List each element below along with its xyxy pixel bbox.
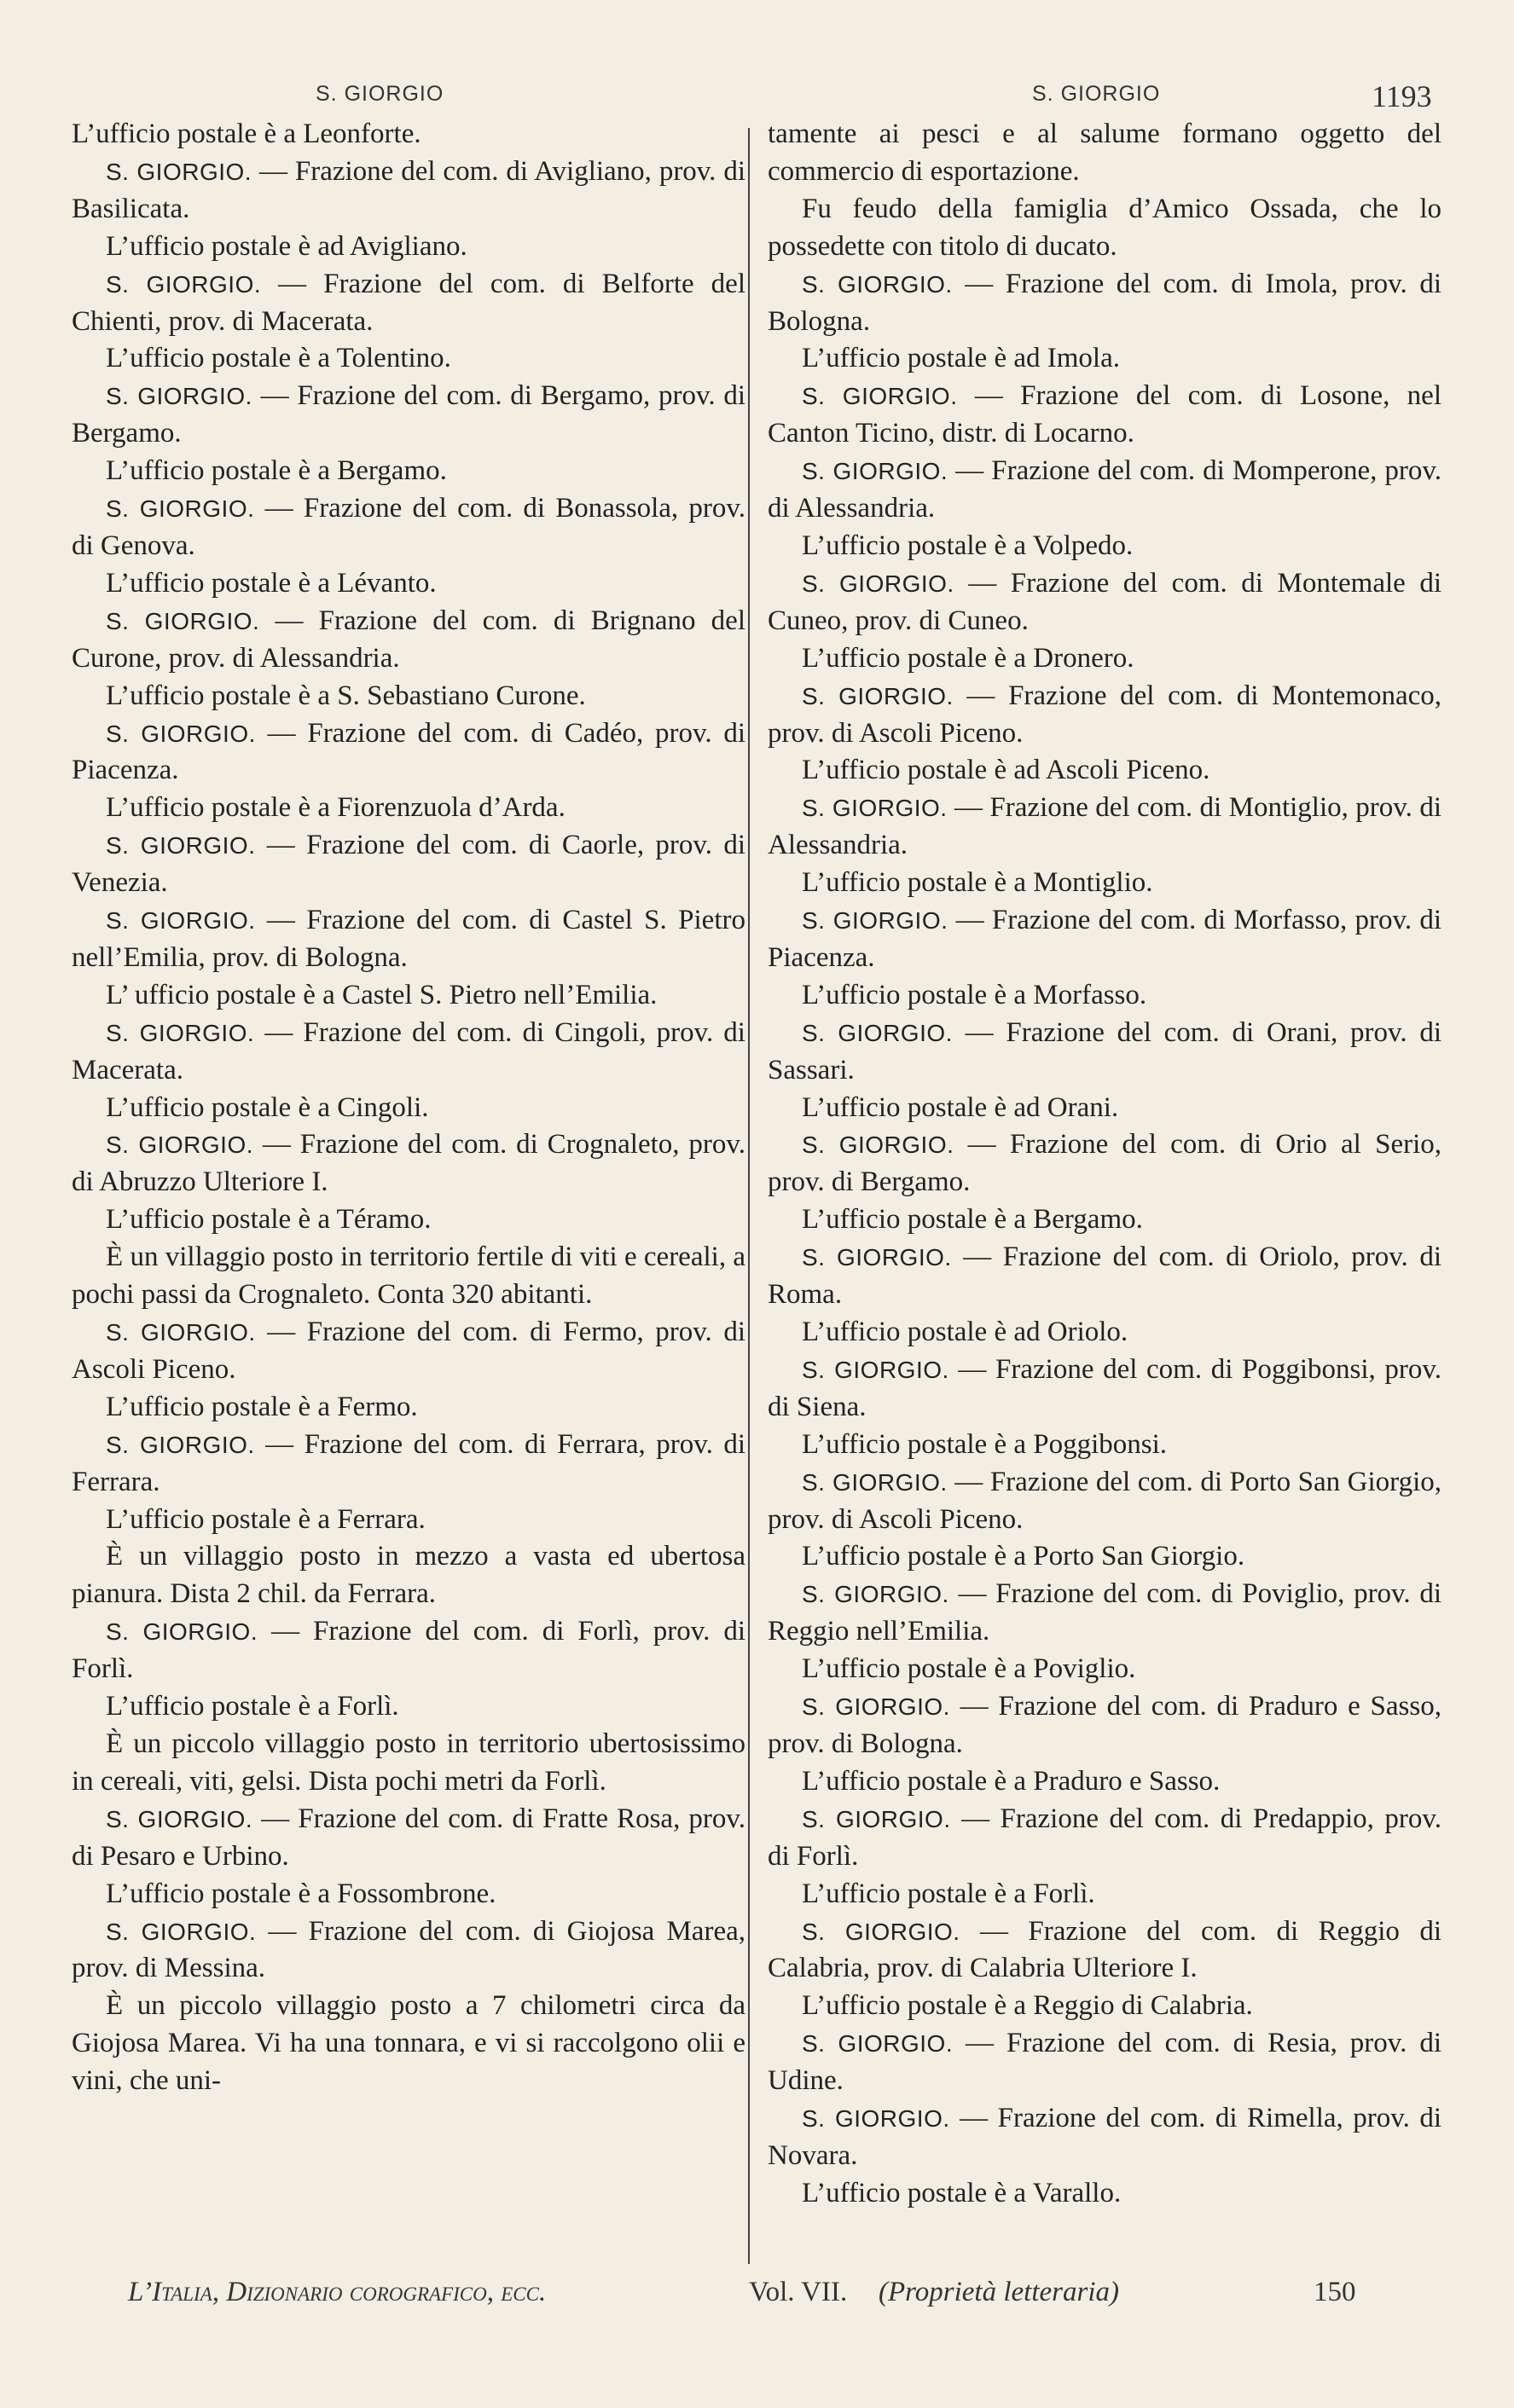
entry-keyword: S. GIORGIO. xyxy=(802,383,958,410)
left-column xyxy=(72,116,745,2268)
entry-keyword: S. GIORGIO. xyxy=(802,1693,950,1721)
entry-paragraph xyxy=(768,865,1441,902)
entry-keyword: S. GIORGIO. xyxy=(802,1581,949,1608)
entry-keyword: S. GIORGIO. xyxy=(106,1918,257,1945)
entry-paragraph xyxy=(72,1239,745,1314)
entry-keyword: S. GIORGIO. xyxy=(802,2105,950,2133)
entry-text: — Frazione del com. di Brignano del Curone, prov. di Alessandria. xyxy=(72,605,745,674)
entry-keyword: S. GIORGIO. xyxy=(802,1356,949,1383)
entry-keyword: S. GIORGIO. xyxy=(106,832,256,860)
running-head-right: S. GIORGIO xyxy=(1032,82,1161,106)
entry-paragraph xyxy=(72,1126,745,1201)
entry-text: — Frazione del com. di Poviglio, prov. di Reggio nell’Emilia. xyxy=(768,1578,1441,1647)
entry-text: — Frazione del com. di Castel S. Pietro nell’Emilia, prov. di Bologna. xyxy=(72,905,745,973)
entry-paragraph xyxy=(72,678,745,715)
entry-text: — Frazione del com. di Fermo, prov. di Ascoli Piceno. xyxy=(72,1317,745,1385)
entry-paragraph xyxy=(72,153,745,229)
entry-paragraph xyxy=(72,1090,745,1127)
entry-paragraph xyxy=(768,565,1441,640)
entry-paragraph xyxy=(768,977,1441,1015)
entry-text: L’ufficio postale è a Poviglio. xyxy=(802,1653,1136,1685)
entry-text: L’ufficio postale è a Téramo. xyxy=(106,1204,432,1236)
entry-text: — Frazione del com. di Predappio, prov. di Forlì. xyxy=(768,1803,1441,1872)
entry-keyword: S. GIORGIO. xyxy=(106,907,256,935)
entry-paragraph xyxy=(768,2025,1441,2100)
entry-text: L’ufficio postale è a Reggio di Calabria. xyxy=(802,1990,1253,2022)
entry-text: — Frazione del com. di Cadéo, prov. di Piacenza. xyxy=(72,717,745,786)
entry-text: — Frazione del com. di Rimella, prov. di Novara. xyxy=(768,2103,1441,2171)
entry-paragraph xyxy=(72,977,745,1015)
entry-text: L’ufficio postale è a Poggibonsi. xyxy=(802,1428,1168,1460)
entry-paragraph xyxy=(72,378,745,453)
entry-keyword: S. GIORGIO. xyxy=(802,1805,951,1832)
entry-text: L’ufficio postale è ad Imola. xyxy=(802,343,1120,374)
entry-text: — Frazione del com. di Porto San Giorgio, prov. di Ascoli Piceno. xyxy=(768,1466,1441,1535)
entry-text: L’ufficio postale è a Fiorenzuola d’Arda. xyxy=(106,792,566,824)
entry-keyword: S. GIORGIO. xyxy=(802,458,948,485)
entry-text: L’ufficio postale è a Praduro e Sasso. xyxy=(802,1765,1221,1797)
entry-paragraph xyxy=(768,1314,1441,1352)
entry-paragraph xyxy=(72,1427,745,1502)
entry-text: L’ufficio postale è a Morfasso. xyxy=(802,979,1147,1010)
entry-text: L’ufficio postale è a Fermo. xyxy=(106,1391,418,1422)
entry-text: — Frazione del com. di Montemale di Cuneo, prov. di Cuneo. xyxy=(768,567,1441,636)
entry-text: L’ufficio postale è a Montiglio. xyxy=(802,867,1153,899)
entry-text: È un piccolo villaggio posto in territorio ubertosissimo in cereali, viti, gelsi. Dista pochi metri da Forlì. xyxy=(72,1728,745,1797)
entry-paragraph xyxy=(768,2100,1441,2175)
entry-text: L’ufficio postale è a Volpedo. xyxy=(802,530,1134,561)
entry-keyword: S. GIORGIO. xyxy=(106,720,256,747)
entry-text: — Frazione del com. di Cingoli, prov. di Macerata. xyxy=(72,1016,745,1085)
entry-keyword: S. GIORGIO. xyxy=(106,1618,258,1646)
entry-keyword: S. GIORGIO. xyxy=(106,158,252,185)
entry-text: Fu feudo della famiglia d’Amico Ossada, che lo possedette con titolo di ducato. xyxy=(768,193,1441,262)
entry-text: — Frazione del com. di Imola, prov. di Bologna. xyxy=(768,268,1441,337)
entry-text: L’ufficio postale è a Bergamo. xyxy=(802,1204,1143,1236)
entry-text: — Frazione del com. di Montiglio, prov. di Alessandria. xyxy=(768,792,1441,861)
entry-text: L’ufficio postale è a Cingoli. xyxy=(106,1091,429,1123)
entry-paragraph xyxy=(768,1126,1441,1201)
entry-text: È un villaggio posto in territorio fertile di viti e cereali, a pochi passi da Crognaleto. Conta 320 abitanti. xyxy=(72,1242,745,1311)
entry-text: È un villaggio posto in mezzo a vasta ed ubertosa pianura. Dista 2 chil. da Ferrara. xyxy=(72,1541,745,1610)
entry-paragraph xyxy=(768,678,1441,753)
entry-paragraph xyxy=(72,1876,745,1913)
entry-text: — Frazione del com. di Resia, prov. di Udine. xyxy=(768,2028,1441,2097)
entry-keyword: S. GIORGIO. xyxy=(802,682,954,709)
entry-text: — Frazione del com. di Orani, prov. di Sassari. xyxy=(768,1016,1441,1085)
entry-text: L’ufficio postale è a Fossombrone. xyxy=(106,1878,496,1909)
entry-text: L’ufficio postale è ad Ascoli Piceno. xyxy=(802,755,1210,786)
entry-text: L’ufficio postale è ad Oriolo. xyxy=(802,1317,1128,1347)
entry-text: — Frazione del com. di Fratte Rosa, prov. di Pesaro e Urbino. xyxy=(72,1803,745,1872)
entry-keyword: S. GIORGIO. xyxy=(802,1019,953,1046)
entry-text: — Frazione del com. di Montemonaco, prov. di Ascoli Piceno. xyxy=(768,680,1441,749)
entry-text: — Frazione del com. di Belforte del Chienti, prov. di Macerata. xyxy=(72,268,745,337)
entry-paragraph xyxy=(768,1464,1441,1539)
entry-paragraph xyxy=(768,1427,1441,1464)
entry-keyword: S. GIORGIO. xyxy=(802,270,953,298)
entry-text: — Frazione del com. di Morfasso, prov. di Piacenza. xyxy=(768,905,1441,973)
entry-text: — Frazione del com. di Praduro e Sasso, prov. di Bologna. xyxy=(768,1691,1441,1759)
entry-text: — Frazione del com. di Losone, nel Canton Ticino, distr. di Locarno. xyxy=(768,380,1441,449)
entry-paragraph xyxy=(72,1015,745,1090)
entry-text: — Frazione del com. di Ferrara, prov. di Ferrara. xyxy=(72,1428,745,1497)
entry-paragraph xyxy=(768,116,1441,191)
entry-paragraph xyxy=(72,565,745,603)
entry-keyword: S. GIORGIO. xyxy=(802,1468,948,1496)
entry-paragraph xyxy=(768,1876,1441,1913)
entry-paragraph xyxy=(72,715,745,790)
entry-paragraph xyxy=(768,266,1441,341)
entry-paragraph xyxy=(768,340,1441,378)
entry-text: L’ ufficio postale è a Castel S. Pietro nell’Emilia. xyxy=(106,979,658,1010)
entry-keyword: S. GIORGIO. xyxy=(106,1319,256,1346)
entry-paragraph xyxy=(72,266,745,341)
entry-paragraph xyxy=(72,603,745,678)
entry-paragraph xyxy=(72,1538,745,1613)
entry-text: L’ufficio postale è a Forlì. xyxy=(106,1691,399,1722)
entry-paragraph xyxy=(768,528,1441,565)
entry-paragraph xyxy=(768,2175,1441,2213)
entry-paragraph xyxy=(768,1688,1441,1763)
entry-paragraph xyxy=(768,1538,1441,1576)
entry-keyword: S. GIORGIO. xyxy=(802,795,948,822)
entry-paragraph xyxy=(768,191,1441,266)
entry-text: L’ufficio postale è a Leonforte. xyxy=(72,119,421,149)
entry-paragraph xyxy=(72,1801,745,1876)
entry-paragraph xyxy=(72,490,745,565)
entry-text: — Frazione del com. di Momperone, prov. di Alessandria. xyxy=(768,455,1441,524)
entry-text: — Frazione del com. di Bergamo, prov. di Bergamo. xyxy=(72,380,745,449)
entry-keyword: S. GIORGIO. xyxy=(802,570,954,597)
footer-volume: Vol. VII. xyxy=(749,2277,848,2307)
entry-text: L’ufficio postale è a S. Sebastiano Curone. xyxy=(106,680,586,711)
entry-paragraph xyxy=(72,229,745,266)
entry-paragraph xyxy=(768,1801,1441,1876)
entry-paragraph xyxy=(72,827,745,902)
entry-text: L’ufficio postale è a Forlì. xyxy=(802,1878,1095,1909)
entry-text: L’ufficio postale è a Tolentino. xyxy=(106,343,451,374)
entry-text: — Frazione del com. di Reggio di Calabria, prov. di Calabria Ulteriore I. xyxy=(768,1915,1441,1984)
entry-keyword: S. GIORGIO. xyxy=(802,907,948,935)
entry-paragraph xyxy=(768,1988,1441,2025)
entry-keyword: S. GIORGIO. xyxy=(106,495,255,523)
column-divider xyxy=(748,128,750,2264)
entry-paragraph xyxy=(768,1763,1441,1801)
entry-paragraph xyxy=(768,1201,1441,1239)
entry-keyword: S. GIORGIO. xyxy=(802,1244,952,1271)
right-column xyxy=(768,116,1441,2268)
footer-note: (Proprietà letteraria) xyxy=(879,2277,1119,2307)
entry-paragraph xyxy=(768,1913,1441,1988)
entry-paragraph xyxy=(72,1314,745,1389)
entry-text: tamente ai pesci e al salume formano oggetto del commercio di esportazione. xyxy=(768,119,1441,187)
entry-text: — Frazione del com. di Avigliano, prov. di Basilicata. xyxy=(72,155,745,224)
entry-text: — Frazione del com. di Caorle, prov. di Venezia. xyxy=(72,830,745,899)
entry-text: — Frazione del com. di Poggibonsi, prov. di Siena. xyxy=(768,1353,1441,1422)
entry-paragraph xyxy=(768,1576,1441,1651)
entry-paragraph xyxy=(72,1726,745,1801)
entry-text: — Frazione del com. di Bonassola, prov. di Genova. xyxy=(72,493,745,561)
page-number: 1193 xyxy=(1372,79,1432,113)
running-head-left: S. GIORGIO xyxy=(316,82,444,106)
entry-keyword: S. GIORGIO. xyxy=(802,1132,954,1159)
entry-paragraph xyxy=(768,453,1441,528)
entry-keyword: S. GIORGIO. xyxy=(106,383,252,410)
entry-paragraph xyxy=(768,1090,1441,1127)
footer-signature: 150 xyxy=(1314,2277,1356,2307)
entry-paragraph xyxy=(72,453,745,490)
entry-paragraph xyxy=(72,1613,745,1688)
entry-text: L’ufficio postale è a Ferrara. xyxy=(106,1503,426,1535)
entry-paragraph xyxy=(768,640,1441,678)
entry-paragraph xyxy=(768,378,1441,453)
entry-paragraph xyxy=(768,902,1441,977)
entry-text: L’ufficio postale è a Lévanto. xyxy=(106,567,437,599)
entry-paragraph xyxy=(72,116,745,153)
entry-paragraph xyxy=(768,1015,1441,1090)
entry-keyword: S. GIORGIO. xyxy=(106,1132,254,1159)
entry-paragraph xyxy=(72,1988,745,2100)
entry-text: L’ufficio postale è ad Orani. xyxy=(802,1091,1119,1123)
entry-text: L’ufficio postale è a Bergamo. xyxy=(106,455,447,487)
entry-paragraph xyxy=(768,1239,1441,1314)
entry-paragraph xyxy=(72,340,745,378)
entry-paragraph xyxy=(72,902,745,977)
entry-paragraph xyxy=(768,790,1441,865)
entry-keyword: S. GIORGIO. xyxy=(106,607,260,634)
entry-text: L’ufficio postale è a Varallo. xyxy=(802,2177,1122,2208)
entry-paragraph xyxy=(72,1201,745,1239)
entry-text: L’ufficio postale è a Porto San Giorgio. xyxy=(802,1541,1245,1572)
entry-paragraph xyxy=(72,1389,745,1427)
entry-paragraph xyxy=(768,1651,1441,1688)
entry-text: — Frazione del com. di Oriolo, prov. di Roma. xyxy=(768,1242,1441,1311)
entry-keyword: S. GIORGIO. xyxy=(802,1918,960,1945)
entry-keyword: S. GIORGIO. xyxy=(802,2030,954,2058)
entry-keyword: S. GIORGIO. xyxy=(106,1019,255,1046)
entry-paragraph xyxy=(72,1502,745,1539)
entry-paragraph xyxy=(768,752,1441,790)
entry-paragraph xyxy=(72,1688,745,1726)
entry-keyword: S. GIORGIO. xyxy=(106,1805,253,1832)
entry-text: È un piccolo villaggio posto a 7 chilometri circa da Giojosa Marea. Vi ha una tonnara, e vi si raccolgono olii e vini, che uni- xyxy=(72,1990,745,2097)
entry-text: — Frazione del com. di Orio al Serio, prov. di Bergamo. xyxy=(768,1129,1441,1198)
footer-title: L’Italia, Dizionario corografico, ecc. xyxy=(128,2277,547,2307)
entry-paragraph xyxy=(768,1352,1441,1427)
entry-text: — Frazione del com. di Giojosa Marea, prov. di Messina. xyxy=(72,1915,745,1984)
entry-keyword: S. GIORGIO. xyxy=(106,1431,255,1458)
entry-text: — Frazione del com. di Crognaleto, prov. di Abruzzo Ulteriore I. xyxy=(72,1129,745,1198)
entry-paragraph xyxy=(72,1913,745,1988)
entry-text: — Frazione del com. di Forlì, prov. di Forlì. xyxy=(72,1616,745,1685)
entry-paragraph xyxy=(72,790,745,827)
entry-text: L’ufficio postale è ad Avigliano. xyxy=(106,230,467,262)
entry-keyword: S. GIORGIO. xyxy=(106,270,262,298)
entry-text: L’ufficio postale è a Dronero. xyxy=(802,642,1134,674)
